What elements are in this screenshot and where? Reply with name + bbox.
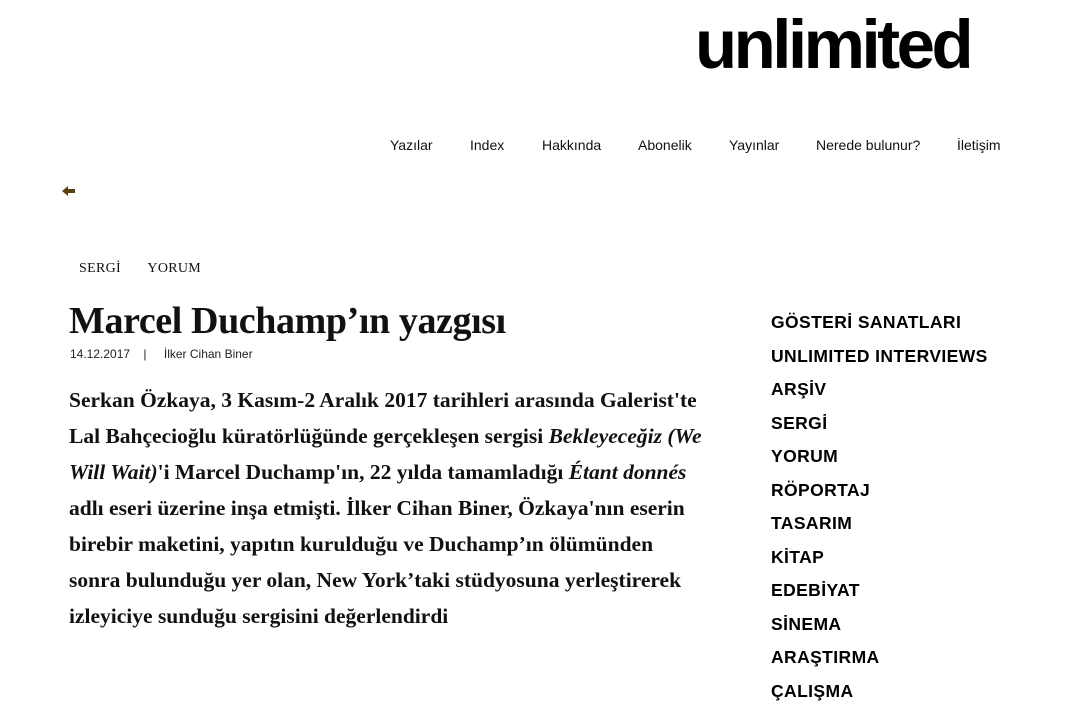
nav-item-iletisim[interactable]: İletişim — [957, 136, 1001, 154]
sidebar-item-sinema[interactable]: SİNEMA — [771, 608, 1061, 642]
tag-sergi[interactable]: SERGİ — [79, 260, 121, 278]
article-date: 14.12.2017 — [70, 347, 130, 361]
lead-italic-2: Étant donnés — [569, 460, 687, 484]
nav-item-yayinlar[interactable]: Yayınlar — [729, 136, 779, 154]
nav-item-index[interactable]: Index — [470, 136, 504, 154]
tag-yorum[interactable]: YORUM — [147, 260, 201, 278]
meta-separator: | — [143, 346, 146, 362]
site-logo[interactable]: unlimited — [695, 2, 970, 88]
nav-item-nerede-bulunur[interactable]: Nerede bulunur? — [816, 136, 920, 154]
lead-text-1: Serkan Özkaya, 3 Kasım-2 Aralık 2017 tarihleri arasında Galerist'te Lal Bahçecioğlu küratörlüğünde gerçekleşen sergisi — [69, 388, 697, 448]
nav-item-hakkinda[interactable]: Hakkında — [542, 136, 601, 154]
category-sidebar — [771, 306, 1061, 708]
sidebar-item-arsiv[interactable]: ARŞİV — [771, 373, 1061, 407]
sidebar-item-roportaj[interactable]: RÖPORTAJ — [771, 474, 1061, 508]
nav-item-yazilar[interactable]: Yazılar — [390, 136, 433, 154]
nav-item-abonelik[interactable]: Abonelik — [638, 136, 692, 154]
arrow-left-icon — [61, 183, 77, 199]
article-title: Marcel Duchamp’ın yazgısı — [69, 296, 506, 346]
sidebar-item-arastirma[interactable]: ARAŞTIRMA — [771, 641, 1061, 675]
sidebar-item-kitap[interactable]: KİTAP — [771, 541, 1061, 575]
lead-text-3: adlı eseri üzerine inşa etmişti. İlker Cihan Biner, Özkaya'nın eserin birebir maketini, yapıtın kurulduğu ve Duchamp’ın ölümünden sonra bulunduğu yer olan, New York’taki stüdyosuna yerleştirerek izleyiciye sunduğu sergisini değerlendirdi — [69, 496, 685, 628]
sidebar-item-edebiyat[interactable]: EDEBİYAT — [771, 574, 1061, 608]
article-meta — [70, 346, 253, 362]
lead-italic-1: Bekleyeceğiz (We Will Wait) — [69, 424, 702, 484]
sidebar-item-unlimited-interviews[interactable]: UNLIMITED INTERVIEWS — [771, 340, 1061, 374]
sidebar-item-yorum[interactable]: YORUM — [771, 440, 1061, 474]
sidebar-item-calisma[interactable]: ÇALIŞMA — [771, 675, 1061, 708]
article-tags — [79, 259, 223, 277]
sidebar-item-sergi[interactable]: SERGİ — [771, 407, 1061, 441]
article-author[interactable]: İlker Cihan Biner — [164, 347, 253, 361]
main-navigation — [0, 136, 1071, 156]
sidebar-item-tasarim[interactable]: TASARIM — [771, 507, 1061, 541]
lead-text-2: 'i Marcel Duchamp'ın, 22 yılda tamamladığı — [158, 460, 569, 484]
article-lead — [69, 382, 709, 634]
back-button[interactable] — [61, 183, 79, 199]
sidebar-item-gosteri-sanatlari[interactable]: GÖSTERİ SANATLARI — [771, 306, 1061, 340]
